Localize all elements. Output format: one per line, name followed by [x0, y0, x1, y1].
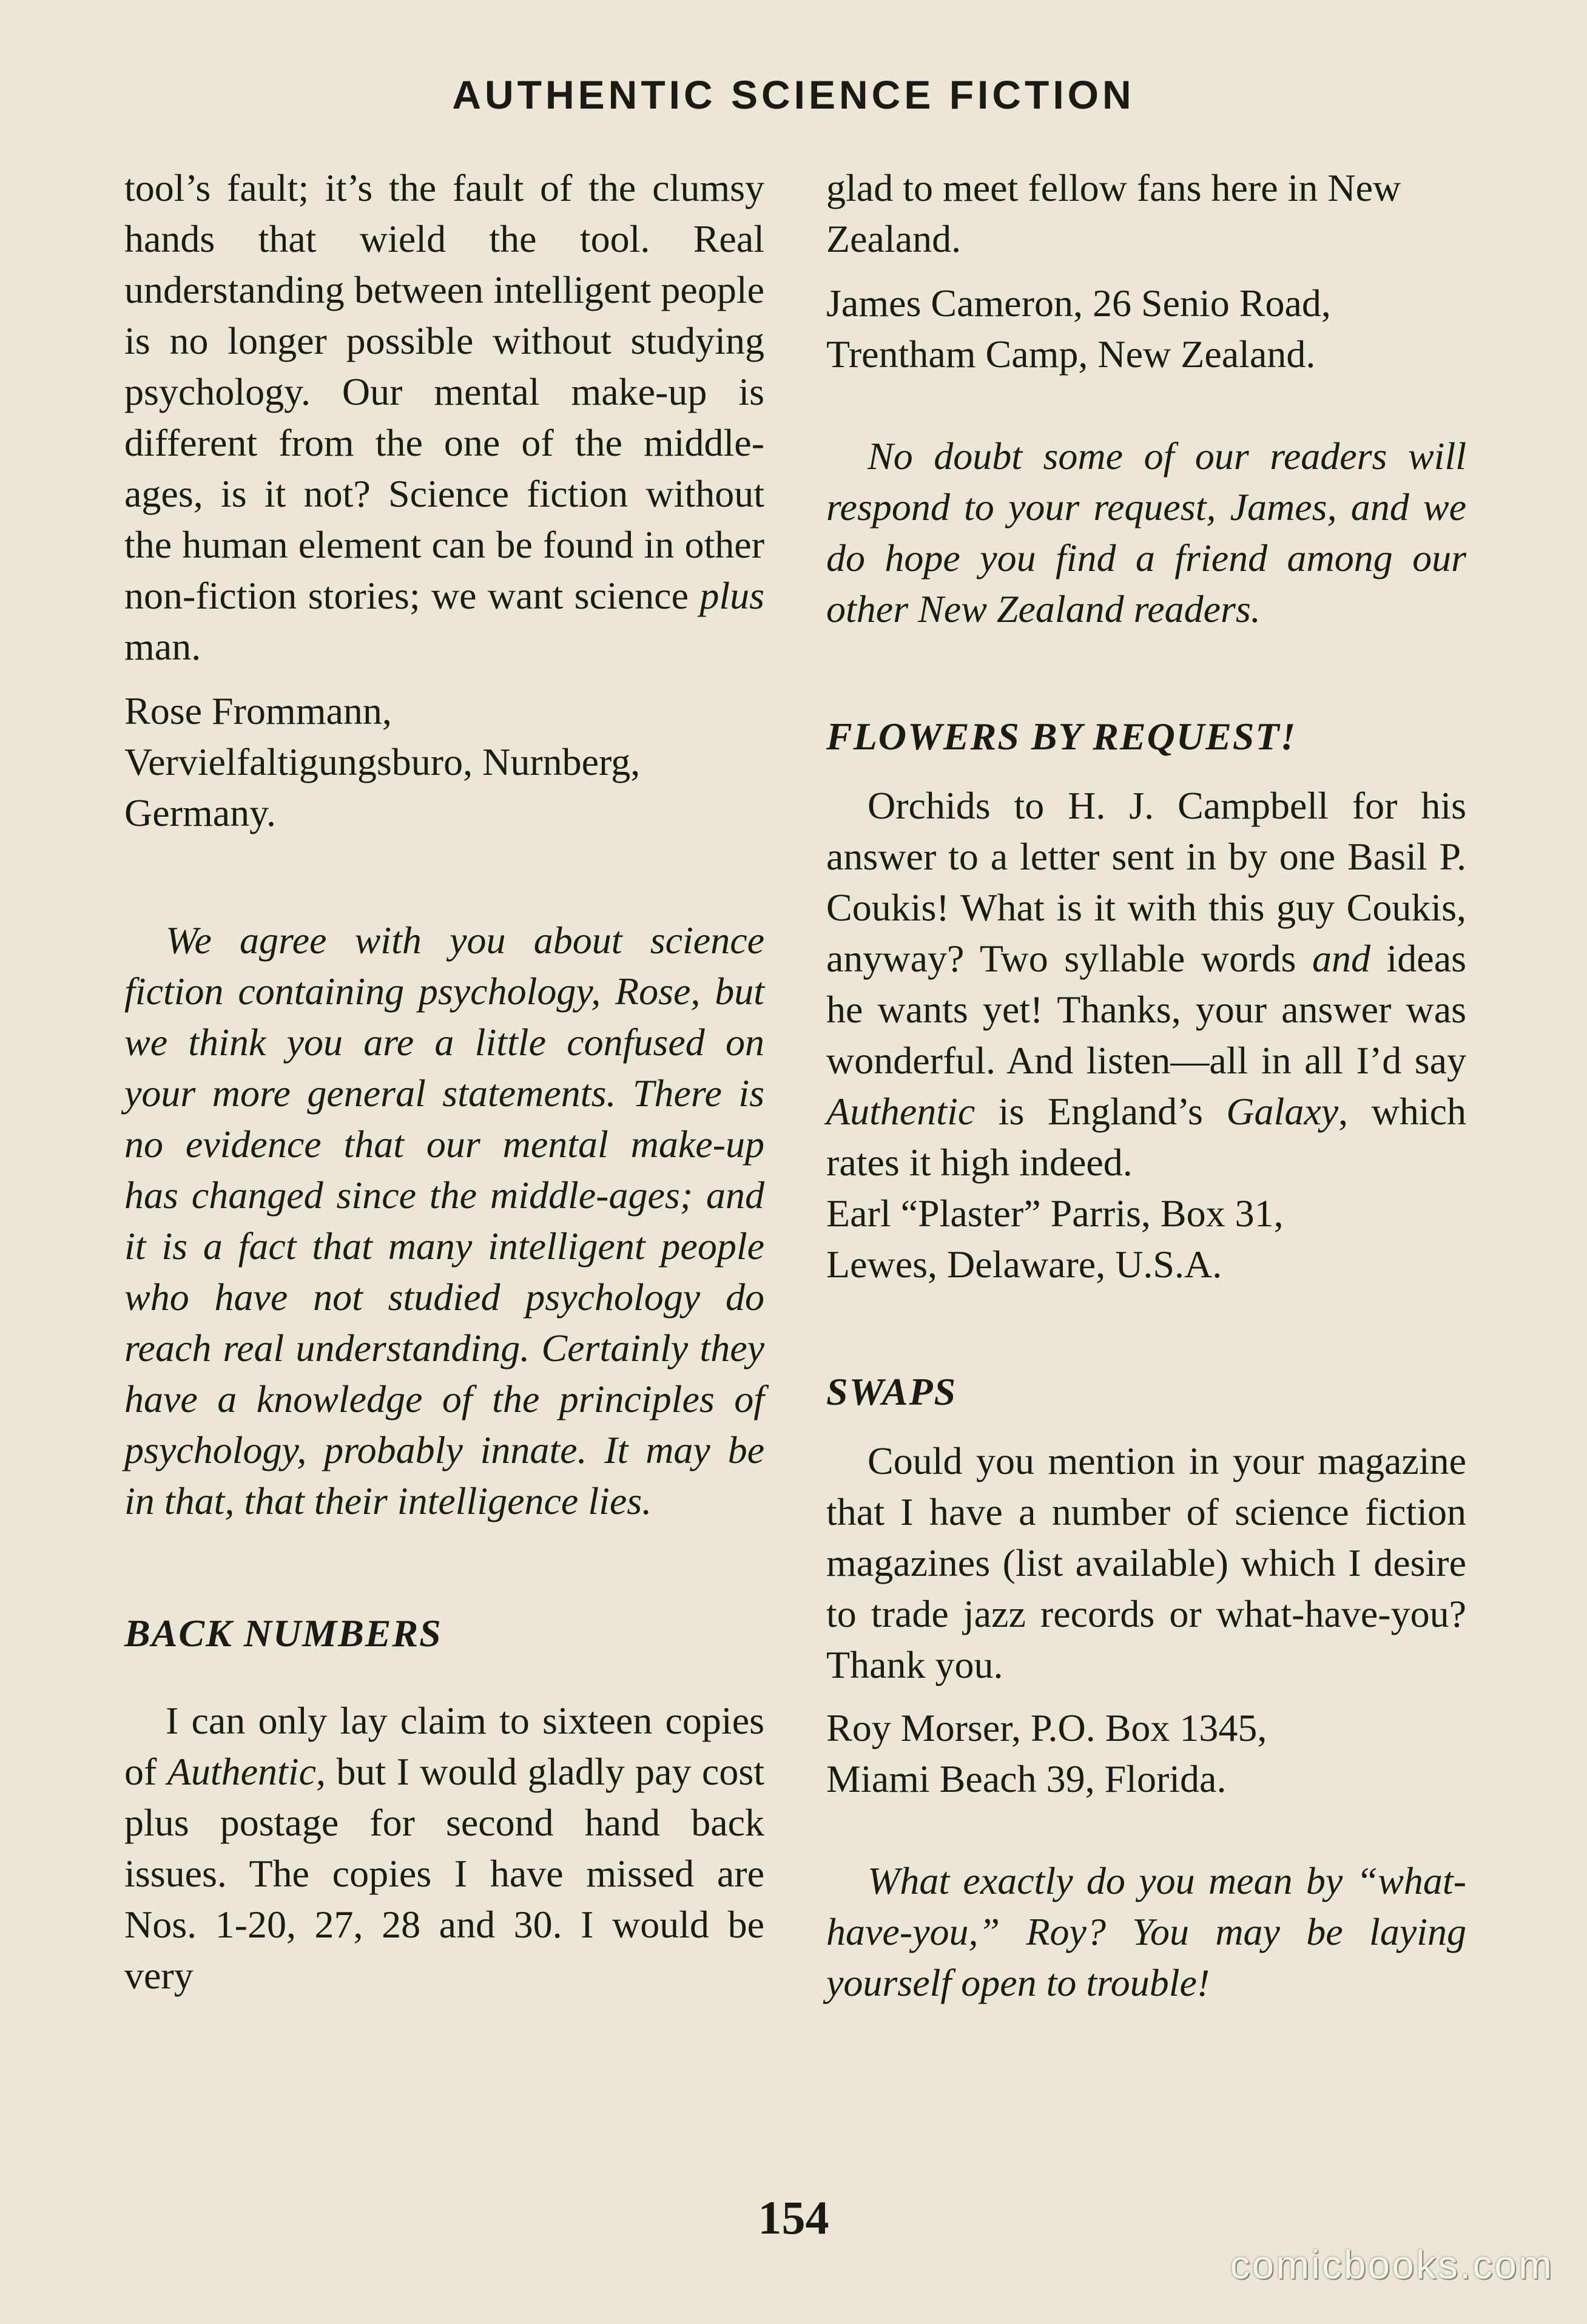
right-column	[826, 163, 1466, 2008]
letter-continuation: tool’s fault; it’s the fault of the clumsy hands that wield the tool. Real understanding between intelligent people is no longer possible without studying psychology. Our mental make-up is different from the one of the middle-ages, is it not? Science fiction without the human element can be found in other non-fiction stories; we want science plus man.	[124, 166, 764, 668]
letter-continuation-james: glad to meet fellow fans here in New Zealand.	[826, 166, 1401, 260]
editor-reply-roy: What exactly do you mean by “what-have-you,” Roy? You may be laying yourself open to trouble!	[826, 1859, 1466, 2004]
watermark-logo: comicbooks.com	[1230, 2242, 1554, 2287]
signature-james-cameron: James Cameron, 26 Senio Road, Trentham Camp, New Zealand.	[826, 282, 1331, 376]
editor-reply-james: No doubt some of our readers will respond to your request, James, and we do hope you find a friend among our other New Zealand readers.	[826, 434, 1466, 630]
left-column	[124, 163, 764, 2001]
heading-swaps: SWAPS	[826, 1370, 957, 1413]
emphasis-plus: plus	[699, 574, 764, 617]
page-header: AUTHENTIC SCIENCE FICTION	[452, 72, 1135, 117]
back-numbers-letter: I can only lay claim to sixteen copies of Authentic, but I would gladly pay cost plus postage for second hand back issues. The copies I have missed are Nos. 1-20, 27, 28 and 30. I would be very	[124, 1699, 765, 1997]
heading-back-numbers: BACK NUMBERS	[124, 1612, 442, 1655]
signature-rose-frommann: Rose Frommann, Vervielfaltigungsburo, Nurnberg, Germany.	[124, 689, 641, 834]
flowers-letter: Orchids to H. J. Campbell for his answer to a letter sent in by one Basil P. Coukis! What is it with this guy Coukis, anyway? Two syllable words and ideas he wants yet! Thanks, your answer was wonderful. And listen—all in all I’d say Authentic is England’s Galaxy, which rates it high indeed.	[826, 784, 1467, 1184]
heading-flowers-by-request: FLOWERS BY REQUEST!	[826, 715, 1297, 758]
signature-earl-parris: Earl “Plaster” Parris, Box 31, Lewes, Delaware, U.S.A.	[826, 1192, 1284, 1286]
editor-reply-rose: We agree with you about science fiction containing psychology, Rose, but we think you are a little confused on your more general statements. There is no evidence that our mental make-up has changed since the middle-ages; and it is a fact that many intelligent people who have not studied psychology do reach real understanding. Certainly they have a knowledge of the principles of psychology, probably innate. It may be in that, that their intelligence lies.	[124, 919, 764, 1522]
page-number: 154	[758, 2191, 829, 2244]
signature-roy-morser: Roy Morser, P.O. Box 1345, Miami Beach 39, Florida.	[826, 1706, 1267, 1800]
swaps-letter: Could you mention in your magazine that I have a number of science fiction magazines (list available) which I desire to trade jazz records or what-have-you? Thank you.	[826, 1439, 1466, 1686]
